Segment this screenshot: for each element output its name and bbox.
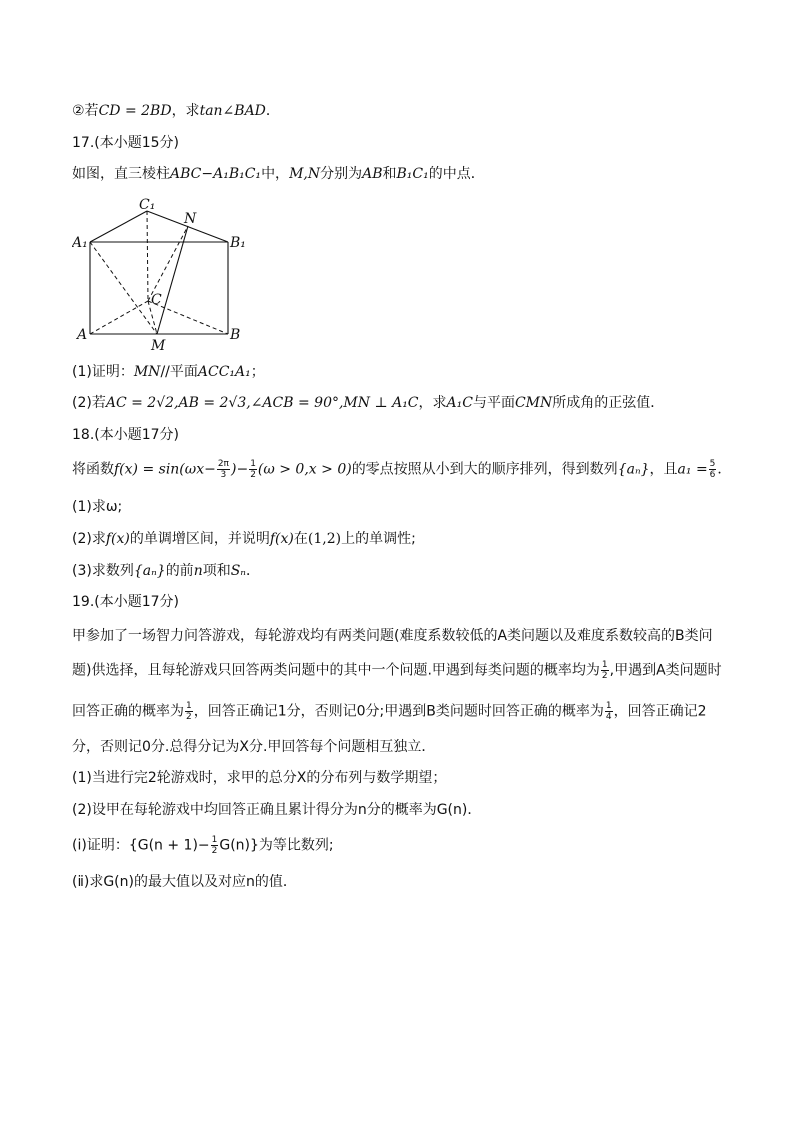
math: (1,2) xyxy=(307,531,342,547)
fraction xyxy=(249,459,257,480)
label-b1: B₁ xyxy=(230,235,246,251)
text: 如图，直三棱柱 xyxy=(72,166,170,182)
denominator: 2 xyxy=(186,712,192,722)
text: (3)求数列 xyxy=(72,563,134,579)
question-18-part-3 xyxy=(72,561,260,581)
math: n xyxy=(193,563,203,579)
math: f(x) = sin(ωx− xyxy=(114,461,216,478)
text: 将函数 xyxy=(72,461,114,478)
math: A₁C xyxy=(446,395,473,411)
denominator: 4 xyxy=(605,712,612,722)
text: (2)求 xyxy=(72,531,106,547)
text: 回答正确的概率为 xyxy=(72,703,184,720)
math: ABC−A₁B₁C₁ xyxy=(170,166,262,182)
question-17-header: 17.(本小题15分) xyxy=(72,135,180,151)
text: //平面 xyxy=(160,364,198,380)
math: MN xyxy=(133,364,161,380)
text: 的中点． xyxy=(428,166,485,182)
question-19-part-2-i xyxy=(72,835,334,856)
segment-a1m-hidden xyxy=(90,242,157,334)
math: {aₙ} xyxy=(617,461,650,478)
label-n: N xyxy=(184,211,197,227)
question-19-part-2-ii: (ⅱ)求G(n)的最大值以及对应n的值． xyxy=(72,874,297,890)
label-b: B xyxy=(230,327,241,343)
text: ． xyxy=(245,563,260,579)
text: 的零点按照从小到大的顺序排列，得到数列 xyxy=(351,461,618,478)
label-c1: C₁ xyxy=(139,197,156,213)
math: f(x) xyxy=(105,531,130,547)
numerator: 1 xyxy=(211,835,218,845)
math: (ω > 0,x > 0) xyxy=(257,461,352,478)
text: (2)若 xyxy=(72,395,106,411)
question-19-line-1: 甲参加了一场智力问答游戏，每轮游戏均有两类问题(难度系数较低的A类问题以及难度系数较高的B类问 xyxy=(72,628,713,644)
text: 上的单调性; xyxy=(341,531,416,547)
numerator: 1 xyxy=(186,701,192,711)
math: M,N xyxy=(289,166,321,182)
text: (1)证明： xyxy=(72,364,134,380)
edge-ac-hidden xyxy=(90,301,148,334)
math: AB xyxy=(362,166,383,182)
math: )− xyxy=(230,461,249,478)
question-18-header: 18.(本小题17分) xyxy=(72,427,180,443)
edge-c1c-hidden xyxy=(147,211,148,301)
denominator: 2 xyxy=(601,671,608,681)
question-16-part-2 xyxy=(72,101,280,121)
question-19-line-4: 分，否则记0分.总得分记为X分.甲回答每个问题相互独立． xyxy=(72,739,436,755)
math: Sₙ xyxy=(230,563,246,579)
text: ,甲遇到A类问题时 xyxy=(609,662,722,679)
text: (ⅰ)证明：{G(n + 1)− xyxy=(72,837,210,854)
math: f(x) xyxy=(269,531,294,547)
segment-cn-hidden xyxy=(148,226,188,301)
numerator: 1 xyxy=(601,660,608,670)
question-19-header: 19.(本小题17分) xyxy=(72,594,180,610)
text: 题)供选择，且每轮游戏只回答两类问题中的其中一个问题.甲遇到每类问题的概率均为 xyxy=(72,662,600,679)
label-c: C xyxy=(151,292,162,308)
math: a₁ = xyxy=(677,461,708,478)
question-19-part-2: (2)设甲在每轮游戏中均回答正确且累计得分为n分的概率为G(n)． xyxy=(72,802,482,818)
numerator: 5 xyxy=(709,459,716,469)
text: 中， xyxy=(261,166,290,182)
numerator: 2π xyxy=(217,459,229,469)
edge-a1c1 xyxy=(90,211,147,242)
math: CD = 2BD xyxy=(98,103,172,119)
text: ②若 xyxy=(72,103,99,119)
question-19-line-3 xyxy=(72,701,707,722)
fraction xyxy=(709,459,717,480)
question-18-intro xyxy=(72,459,731,480)
math: B₁C₁ xyxy=(396,166,429,182)
text: ，求 xyxy=(171,103,200,119)
question-19-part-1: (1)当进行完2轮游戏时，求甲的总分X的分布列与数学期望； xyxy=(72,770,447,786)
fraction xyxy=(211,835,219,856)
label-m: M xyxy=(151,338,166,352)
question-18-part-2 xyxy=(72,529,416,549)
numerator: 1 xyxy=(605,701,612,711)
question-19-line-2 xyxy=(72,660,722,681)
text: 项和 xyxy=(202,563,231,579)
denominator: 3 xyxy=(220,470,227,480)
math: AC = 2√2,AB = 2√3,∠ACB = 90°,MN ⊥ A₁C xyxy=(105,395,419,411)
prism-figure xyxy=(72,192,262,352)
text: 的单调增区间，并说明 xyxy=(129,531,270,547)
text: 所成角的正弦值． xyxy=(552,395,665,411)
denominator: 2 xyxy=(250,470,256,480)
text: 和 xyxy=(382,166,397,182)
text: 的前 xyxy=(165,563,194,579)
label-a1: A₁ xyxy=(72,235,88,251)
text: ； xyxy=(250,364,265,380)
text: ，回答正确记2 xyxy=(613,703,707,720)
question-17-part-2 xyxy=(72,393,664,413)
denominator: 6 xyxy=(709,470,716,480)
math: tan∠BAD xyxy=(199,103,266,119)
text: ，求 xyxy=(418,395,447,411)
text: 在 xyxy=(293,531,308,547)
math: ACC₁A₁ xyxy=(197,364,251,380)
fraction xyxy=(601,660,609,681)
fraction xyxy=(185,701,193,722)
text: G(n)}为等比数列; xyxy=(219,837,334,854)
text: ，且 xyxy=(649,461,678,478)
question-17-part-1 xyxy=(72,362,265,382)
math: {aₙ} xyxy=(133,563,166,579)
text: ． xyxy=(717,461,732,478)
math: CMN xyxy=(514,395,553,411)
text: 分别为 xyxy=(320,166,363,182)
denominator: 2 xyxy=(211,846,218,856)
fraction xyxy=(217,459,230,480)
numerator: 1 xyxy=(250,459,256,469)
text: ． xyxy=(265,103,280,119)
label-a: A xyxy=(77,327,88,343)
text: 与平面 xyxy=(472,395,515,411)
text: ，回答正确记1分，否则记0分;甲遇到B类问题时回答正确的概率为 xyxy=(193,703,604,720)
question-18-part-1: (1)求ω; xyxy=(72,499,123,515)
fraction xyxy=(605,701,613,722)
question-17-intro xyxy=(72,164,485,184)
